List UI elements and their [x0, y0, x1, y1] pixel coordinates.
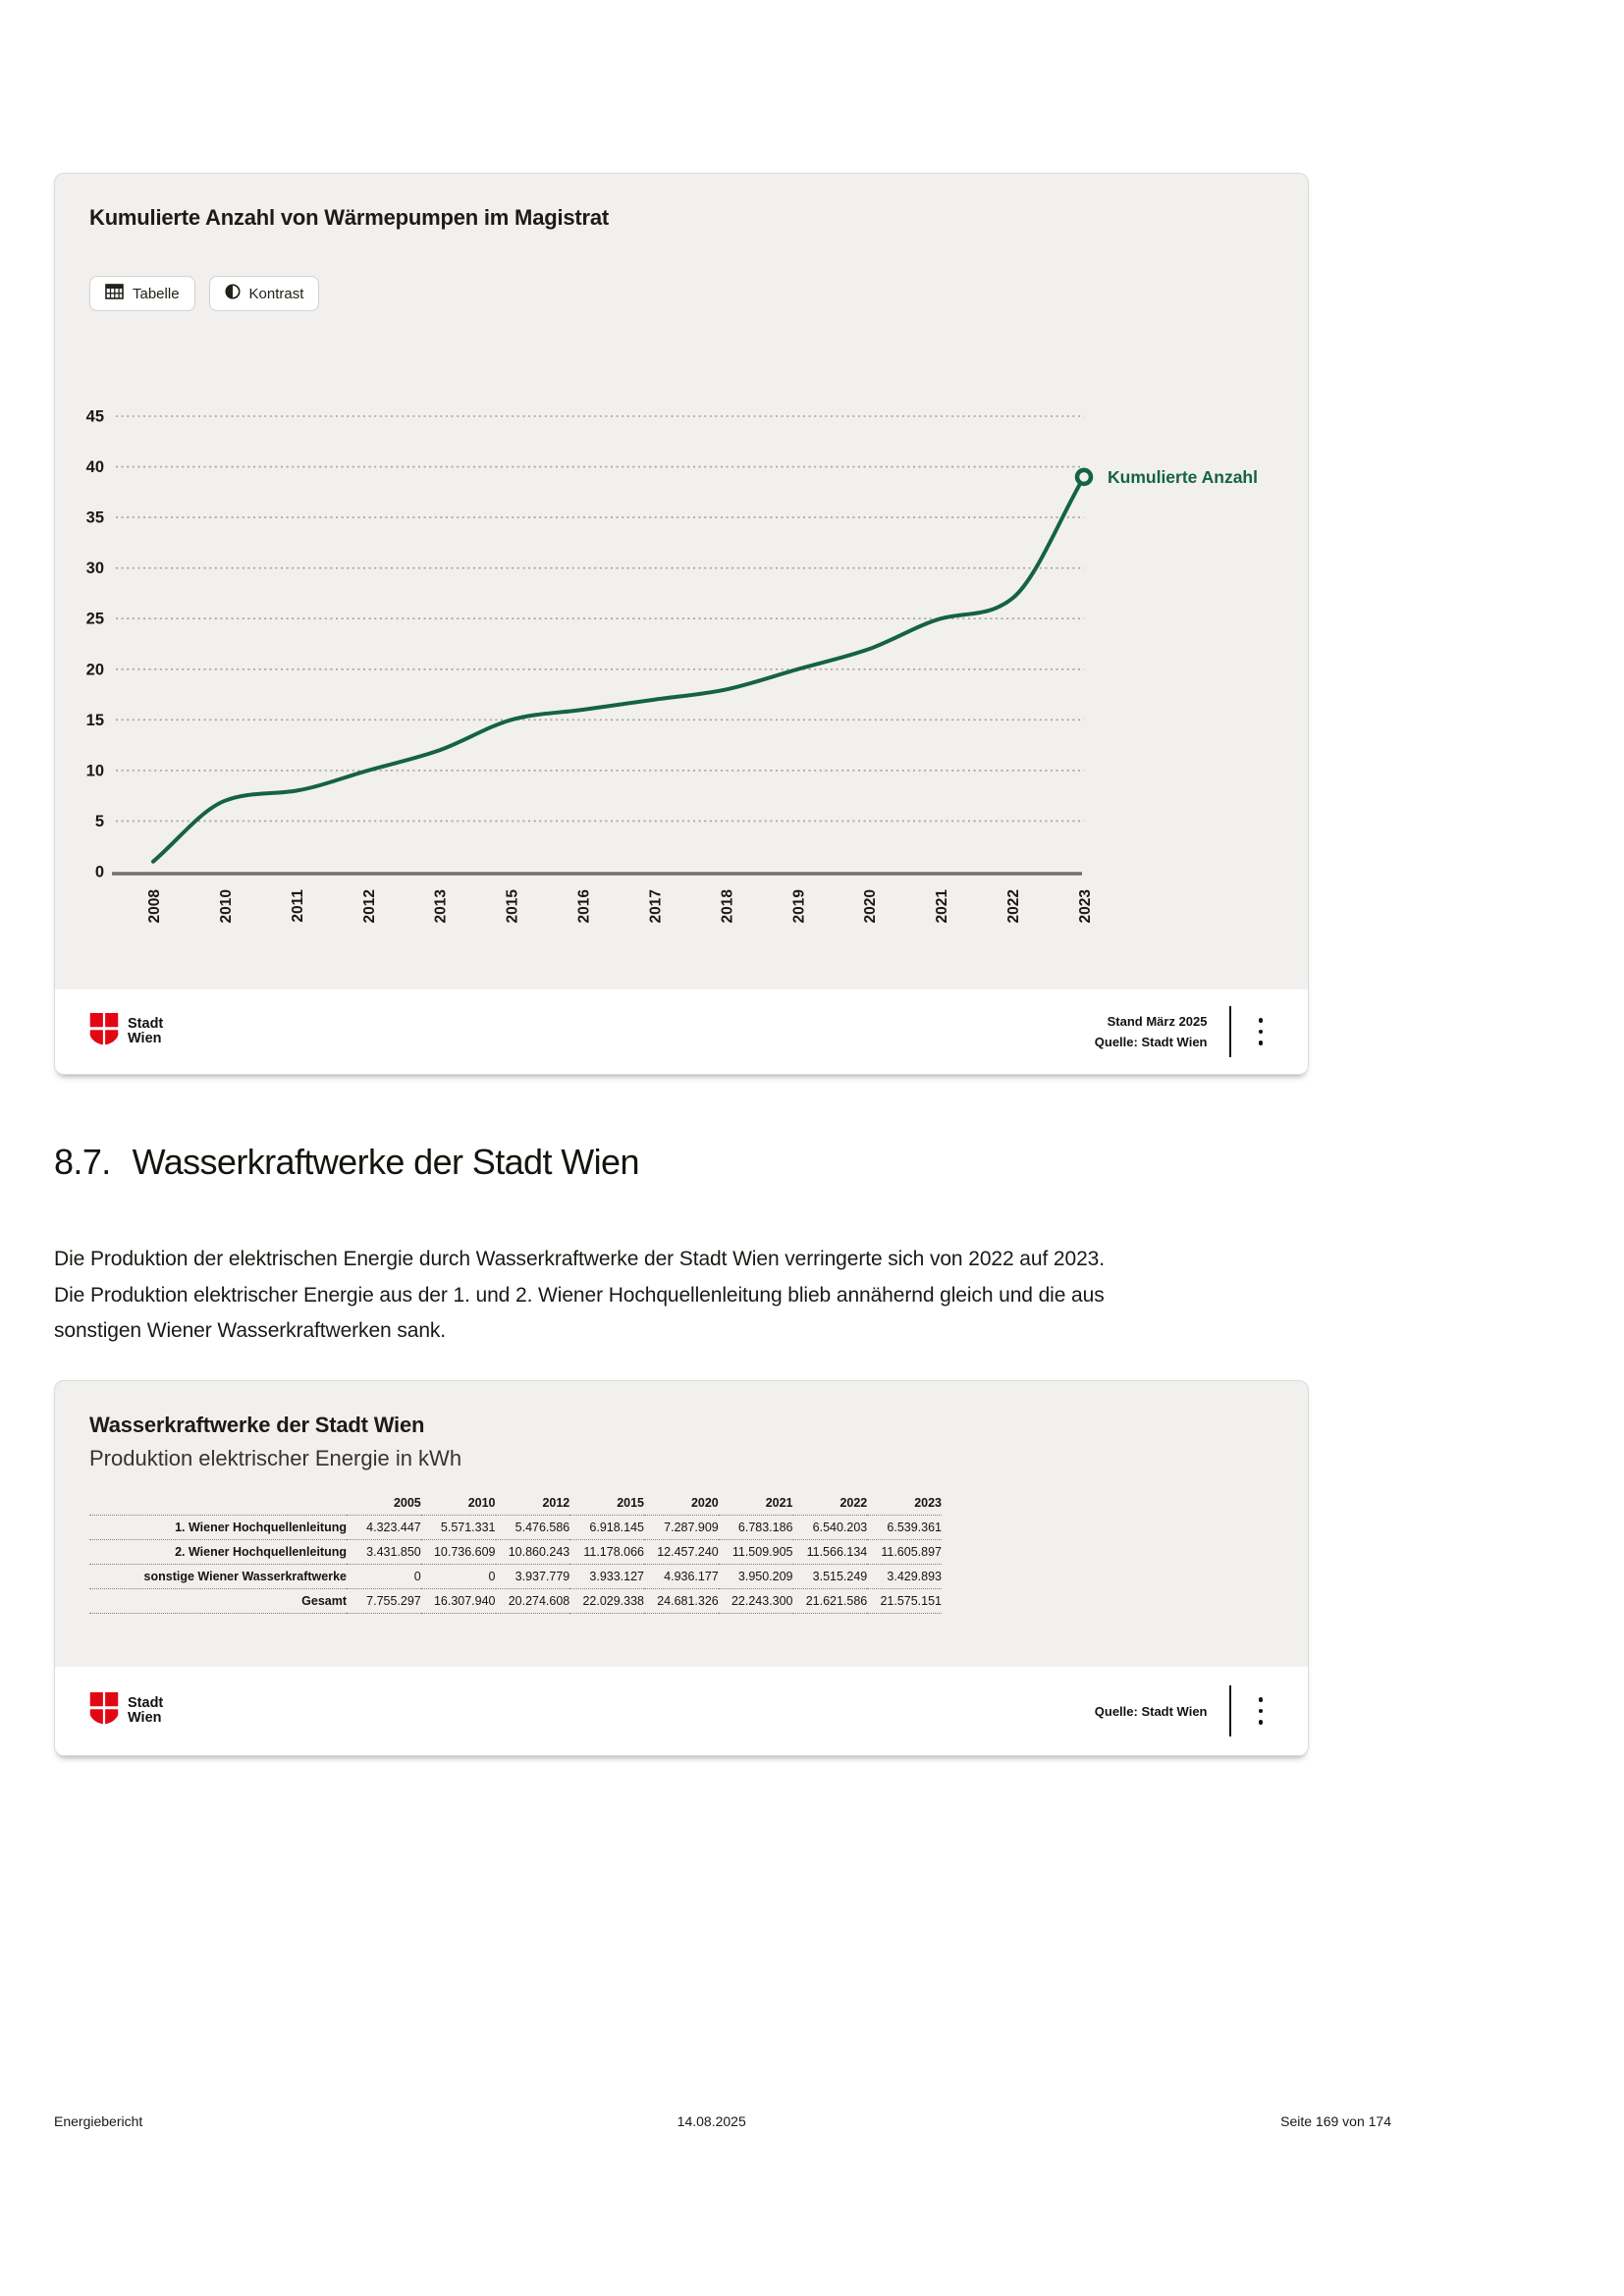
x-tick-label: 2016: [575, 889, 593, 924]
table-year-header: 2005: [347, 1491, 421, 1516]
table-row: [89, 1589, 942, 1614]
table-row: [89, 1516, 942, 1540]
series-label: Kumulierte Anzahl: [1108, 466, 1258, 487]
table-cell: 0: [421, 1565, 496, 1589]
table-cell: 7.287.909: [644, 1516, 719, 1540]
table-year-header: 2023: [867, 1491, 942, 1516]
table-cell: 11.178.066: [569, 1540, 644, 1565]
hydro-table-card: [54, 1380, 1309, 1756]
y-tick-label: 35: [85, 508, 104, 527]
row-label: sonstige Wiener Wasserkraftwerke: [89, 1565, 347, 1589]
table-cell: 10.860.243: [496, 1540, 570, 1565]
table-icon: [105, 284, 124, 303]
table-year-header: 2015: [569, 1491, 644, 1516]
footer-divider: [1229, 1006, 1231, 1057]
table-cell: 22.029.338: [569, 1589, 644, 1614]
table-subtitle: Produktion elektrischer Energie in kWh: [89, 1446, 462, 1470]
page-footer: [54, 2113, 1391, 2129]
table-cell: 21.621.586: [793, 1589, 868, 1614]
table-corner-cell: [89, 1491, 347, 1516]
x-tick-label: 2019: [790, 889, 808, 924]
table-cell: 22.243.300: [719, 1589, 793, 1614]
y-tick-label: 25: [85, 610, 104, 628]
table-cell: 3.431.850: [347, 1540, 421, 1565]
x-tick-label: 2008: [146, 889, 163, 924]
x-tick-label: 2020: [862, 889, 880, 924]
table-cell: 3.515.249: [793, 1565, 868, 1589]
table-year-header: 2012: [496, 1491, 570, 1516]
table-row: [89, 1565, 942, 1589]
kontrast-button[interactable]: [209, 276, 320, 311]
table-cell: 5.476.586: [496, 1516, 570, 1540]
section-number: 8.7.: [54, 1142, 111, 1182]
y-tick-label: 40: [85, 458, 104, 477]
table-cell: 4.936.177: [644, 1565, 719, 1589]
kontrast-button-label: Kontrast: [248, 285, 304, 302]
stadt-wien-logo-text: Stadt Wien: [128, 1015, 164, 1046]
table-cell: 3.950.209: [719, 1565, 793, 1589]
table-cell: 4.323.447: [347, 1516, 421, 1540]
series-end-marker: [1077, 470, 1091, 484]
stadt-wien-logo: [89, 1692, 163, 1730]
table-title: Wasserkraftwerke der Stadt Wien: [89, 1413, 425, 1437]
x-tick-label: 2013: [432, 889, 450, 924]
footer-page-number: Seite 169 von 174: [1280, 2113, 1391, 2129]
table-cell: 6.539.361: [867, 1516, 942, 1540]
table-year-header: 2010: [421, 1491, 496, 1516]
stadt-wien-shield-icon: [89, 1692, 119, 1730]
table-body: [89, 1516, 942, 1614]
y-tick-label: 20: [85, 661, 104, 679]
table-year-header: 2022: [793, 1491, 868, 1516]
x-tick-label: 2015: [504, 889, 521, 924]
table-cell: 6.540.203: [793, 1516, 868, 1540]
stadt-wien-logo-text: Stadt Wien: [128, 1694, 164, 1726]
chart-title: Kumulierte Anzahl von Wärmepumpen im Magistrat: [89, 205, 610, 230]
row-label: 2. Wiener Hochquellenleitung: [89, 1540, 347, 1565]
chart-menu-button[interactable]: [1255, 1014, 1268, 1049]
table-cell: 20.274.608: [496, 1589, 570, 1614]
table-cell: 3.937.779: [496, 1565, 570, 1589]
chart-stand-text: Stand März 2025: [1107, 1014, 1208, 1029]
table-cell: 11.509.905: [719, 1540, 793, 1565]
x-tick-label: 2011: [289, 889, 306, 923]
footer-date: 14.08.2025: [677, 2113, 746, 2129]
section-title: Wasserkraftwerke der Stadt Wien: [132, 1142, 639, 1182]
table-source-block: [1095, 1701, 1208, 1722]
row-label: 1. Wiener Hochquellenleitung: [89, 1516, 347, 1540]
chart-toolbar: [89, 276, 319, 311]
table-cell: 6.918.145: [569, 1516, 644, 1540]
chart-card-footer: [55, 989, 1308, 1074]
x-tick-label: 2023: [1077, 889, 1094, 924]
y-tick-label: 30: [85, 560, 104, 578]
y-tick-label: 10: [85, 762, 104, 780]
table-cell: 7.755.297: [347, 1589, 421, 1614]
footer-divider: [1229, 1685, 1231, 1736]
table-cell: 3.933.127: [569, 1565, 644, 1589]
x-tick-label: 2018: [719, 889, 736, 924]
table-cell: 10.736.609: [421, 1540, 496, 1565]
table-year-header: 2020: [644, 1491, 719, 1516]
footer-doc-title: Energiebericht: [54, 2113, 143, 2129]
stadt-wien-logo: [89, 1013, 163, 1050]
x-tick-label: 2017: [647, 889, 665, 924]
contrast-icon: [225, 284, 241, 303]
row-label: Gesamt: [89, 1589, 347, 1614]
table-header: [89, 1491, 942, 1516]
y-tick-label: 0: [94, 863, 104, 881]
table-cell: 6.783.186: [719, 1516, 793, 1540]
table-cell: 24.681.326: [644, 1589, 719, 1614]
chart-source-text: Quelle: Stadt Wien: [1094, 1035, 1208, 1049]
table-cell: 3.429.893: [867, 1565, 942, 1589]
table-row: [89, 1540, 942, 1565]
table-cell: 5.571.331: [421, 1516, 496, 1540]
y-tick-label: 45: [85, 407, 104, 426]
section-heading: [54, 1142, 639, 1183]
table-cell: 12.457.240: [644, 1540, 719, 1565]
tabelle-button[interactable]: [89, 276, 195, 311]
chart-source-block: [1095, 1011, 1208, 1052]
table-card-footer: [55, 1667, 1308, 1755]
y-tick-label: 5: [94, 812, 104, 830]
table-cell: 0: [347, 1565, 421, 1589]
table-cell: 11.566.134: [793, 1540, 868, 1565]
y-tick-label: 15: [85, 711, 104, 729]
table-cell: 16.307.940: [421, 1589, 496, 1614]
table-cell: 11.605.897: [867, 1540, 942, 1565]
table-menu-button[interactable]: [1255, 1693, 1268, 1729]
line-chart: [55, 396, 1309, 985]
x-tick-label: 2012: [360, 889, 378, 924]
x-tick-label: 2021: [934, 889, 951, 924]
stadt-wien-shield-icon: [89, 1013, 119, 1050]
heat-pump-chart-card: [54, 173, 1309, 1075]
table-source-text: Quelle: Stadt Wien: [1094, 1703, 1208, 1719]
table-year-header: 2021: [719, 1491, 793, 1516]
x-tick-label: 2022: [1005, 889, 1023, 924]
x-tick-label: 2010: [217, 889, 235, 924]
tabelle-button-label: Tabelle: [133, 285, 180, 302]
energy-production-table: [89, 1491, 942, 1614]
table-cell: 21.575.151: [867, 1589, 942, 1614]
section-paragraph: Die Produktion der elektrischen Energie durch Wasserkraftwerke der Stadt Wien verringerte sich von 2022 auf 2023. Die Produktion elektrischer Energie aus der 1. und 2. Wiener Hochquellenleitung blieb annähernd gleich und die aus sonstigen Wiener Wasserkraftwerken sank.: [54, 1248, 1105, 1342]
